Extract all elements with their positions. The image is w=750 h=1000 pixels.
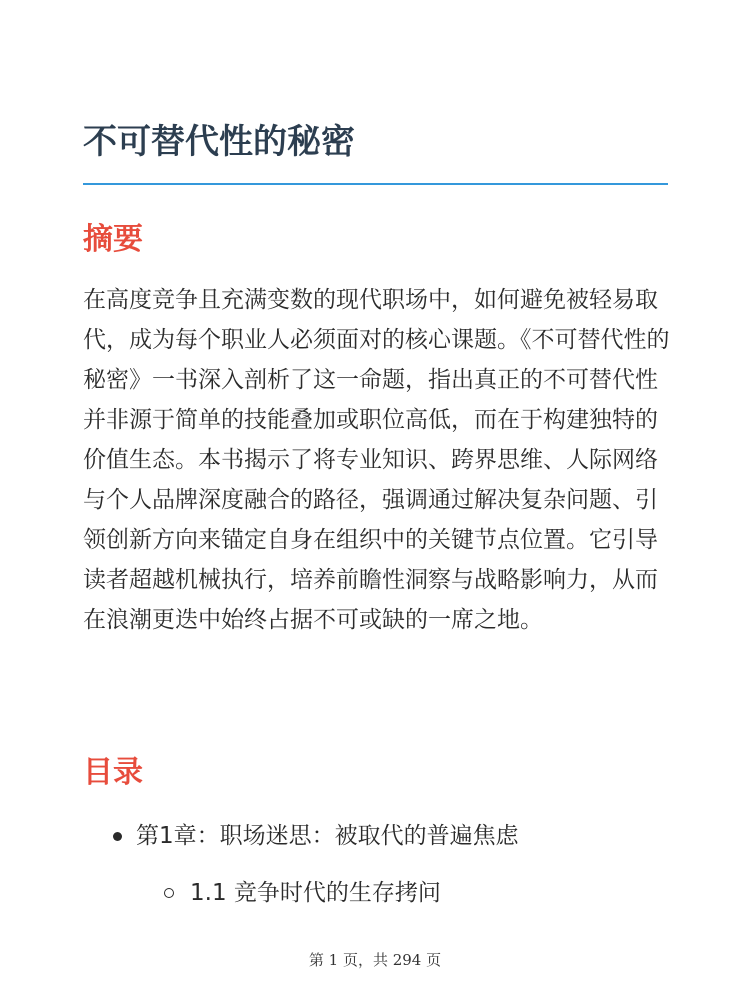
toc-list xyxy=(83,814,668,915)
document-title: 不可替代性的秘密 xyxy=(83,122,355,162)
toc-item-label: 第1章：职场迷思：被取代的普遍焦虑 xyxy=(136,823,519,849)
bullet-disc-icon xyxy=(113,832,122,841)
summary-paragraph: 在高度竞争且充满变数的现代职场中，如何避免被轻易取代，成为每个职业人必须面对的核心课题。《不可替代性的秘密》一书深入剖析了这一命题，指出真正的不可替代性并非源于简单的技能叠加或职位高低，而在于构建独特的价值生态。本书揭示了将专业知识、跨界思维、人际网络与个人品牌深度融合的路径，强调通过解决复杂问题、引领创新方向来锚定自身在组织中的关键节点位置。它引导读者超越机械执行，培养前瞻性洞察与战略影响力，从而在浪潮更迭中始终占据不可或缺的一席之地。 xyxy=(83,287,670,633)
bullet-circle-icon xyxy=(164,888,174,898)
title-divider xyxy=(83,183,668,185)
page-footer: 第 1 页，共 294 页 xyxy=(308,951,442,969)
toc-item-section-1-1[interactable] xyxy=(83,871,668,915)
toc-item-chapter-1[interactable] xyxy=(83,814,668,858)
toc-heading: 目录 xyxy=(83,755,143,790)
summary-heading: 摘要 xyxy=(83,222,143,257)
toc-item-label: 1.1 竞争时代的生存拷问 xyxy=(190,880,441,906)
